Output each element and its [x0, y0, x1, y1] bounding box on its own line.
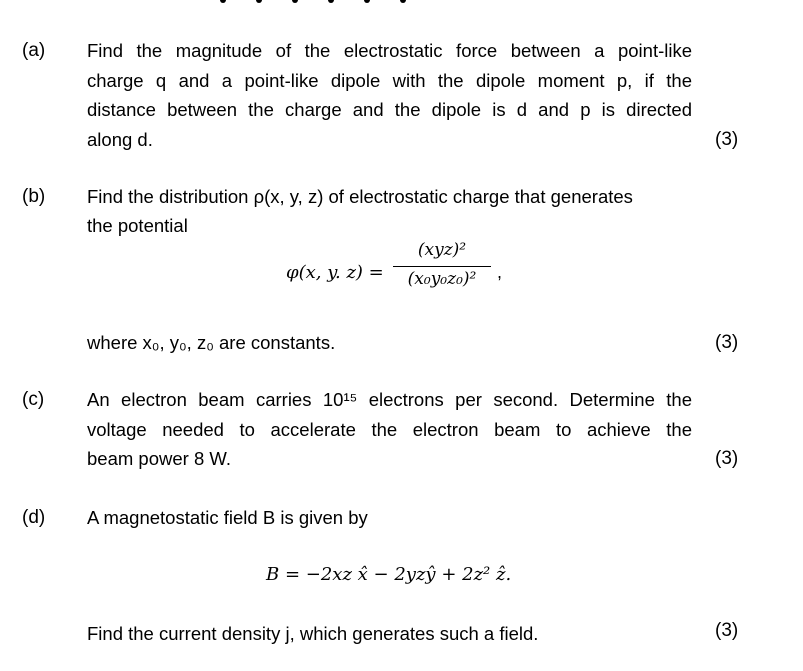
part-d-marks: (3) — [715, 620, 739, 641]
part-c-line-2: voltage needed to accelerate the electron beam to achieve the — [87, 419, 692, 440]
part-b-line-2: the potential — [87, 215, 188, 236]
part-b-line-1: Find the distribution ρ(x, y, z) of electrostatic charge that generates — [87, 186, 633, 207]
part-b-after: where x₀, y₀, z₀ are constants. — [87, 332, 336, 353]
part-a-line-2: charge q and a point-like dipole with the dipole moment p, if the — [87, 70, 692, 91]
fraction-bar — [393, 266, 491, 267]
part-d-after: Find the current density j, which generates such a field. — [87, 623, 539, 644]
potential-equation-lhs: φ(x, y. z) = — [286, 262, 384, 283]
potential-denominator: (x₀y₀z₀)² — [407, 269, 477, 289]
potential-equation-trailing: , — [497, 262, 503, 282]
potential-numerator: (xyz)² — [417, 240, 467, 260]
part-a-line-1: Find the magnitude of the electrostatic force between a point-like — [87, 40, 692, 61]
part-b-label: (b) — [22, 186, 46, 207]
part-b-marks: (3) — [715, 332, 739, 353]
magnetic-field-equation: B = −2xz x̂ − 2yzŷ + 2z² ẑ. — [266, 564, 512, 585]
potential-fraction — [393, 240, 491, 289]
part-d-label: (d) — [22, 507, 46, 528]
part-c-marks: (3) — [715, 448, 739, 469]
cropped-text-fragment — [220, 0, 460, 4]
part-c-label: (c) — [22, 389, 45, 410]
part-a-marks: (3) — [715, 129, 739, 150]
part-c-line-1: An electron beam carries 10¹⁵ electrons per second. Determine the — [87, 389, 692, 410]
part-a-line-4: along d. — [87, 129, 153, 150]
part-a-label: (a) — [22, 40, 46, 61]
part-d-line-1: A magnetostatic field B is given by — [87, 507, 368, 528]
part-a-line-3: distance between the charge and the dipole is d and p is directed — [87, 99, 692, 120]
part-c-line-3: beam power 8 W. — [87, 448, 231, 469]
